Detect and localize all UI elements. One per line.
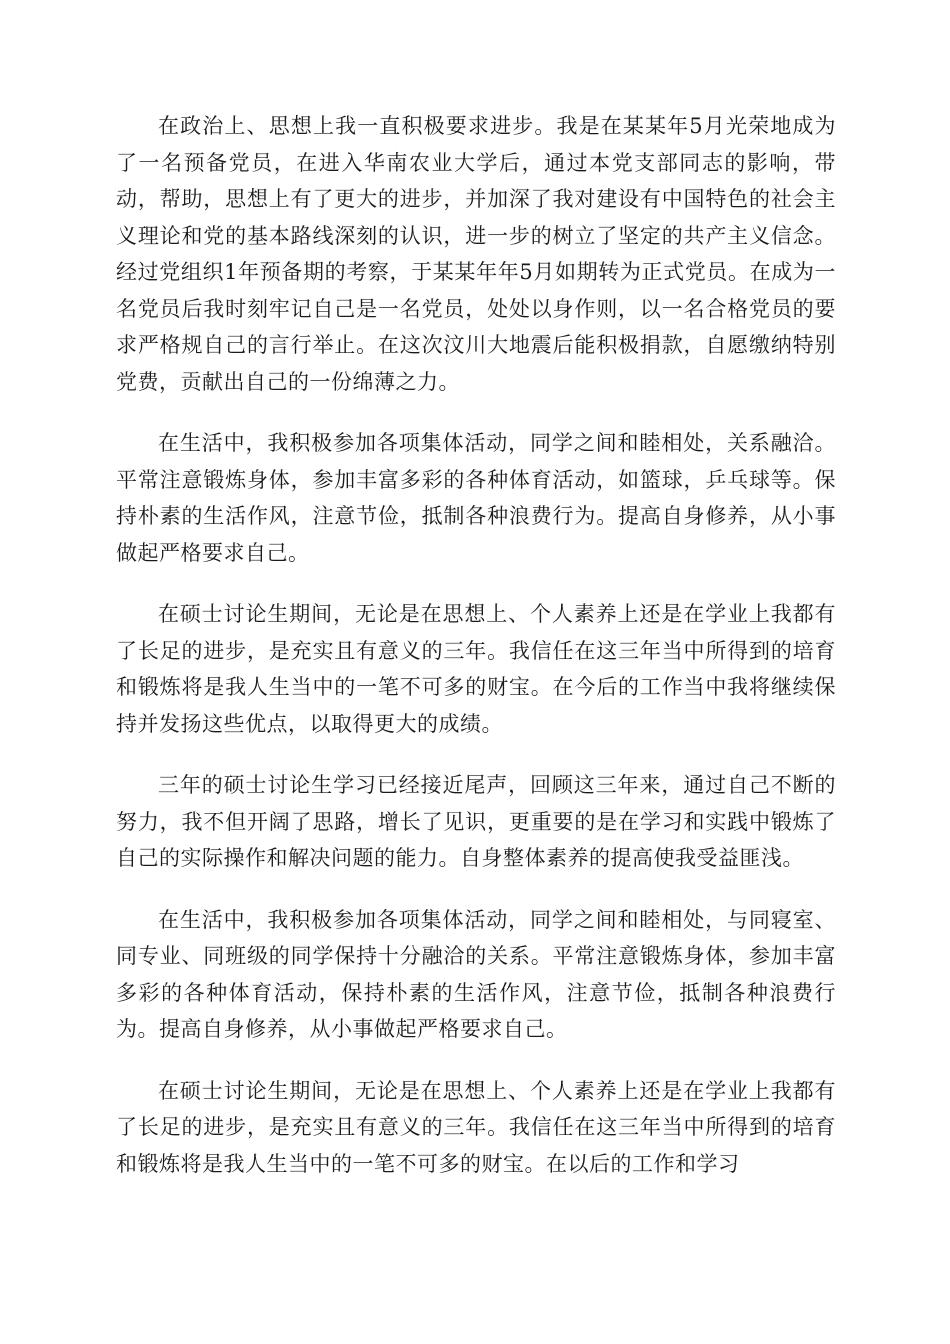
paragraph-daily-life-dorm: 在生活中，我积极参加各项集体活动，同学之间和睦相处，与同寝室、同专业、同班级的同学保持十分融洽的关系。平常注意锻炼身体，参加丰富多彩的各种体育活动，保持朴素的生活作风，注意节俭，抵制各种浪费行为。提高自身修养，从小事做起严格要求自己。 [116, 907, 836, 1041]
paragraph-daily-life: 在生活中，我积极参加各项集体活动，同学之间和睦相处，关系融洽。平常注意锻炼身体，参加丰富多彩的各种体育活动，如篮球，乒乓球等。保持朴素的生活作风，注意节俭，抵制各种浪费行为。提高自身修养，从小事做起严格要求自己。 [116, 431, 836, 565]
document-body [116, 108, 836, 1207]
paragraph-three-years-review: 三年的硕士讨论生学习已经接近尾声，回顾这三年来，通过自己不断的努力，我不但开阔了思路，增长了见识，更重要的是在学习和实践中锻炼了自己的实际操作和解决问题的能力。自身整体素养的提高使我受益匪浅。 [116, 773, 836, 870]
paragraph-masters-period-continued: 在硕士讨论生期间，无论是在思想上、个人素养上还是在学业上我都有了长足的进步，是充实且有意义的三年。我信任在这三年当中所得到的培育和锻炼将是我人生当中的一笔不可多的财宝。在以后的工作和学习 [116, 1078, 836, 1176]
paragraph-masters-period: 在硕士讨论生期间，无论是在思想上、个人素养上还是在学业上我都有了长足的进步，是充实且有意义的三年。我信任在这三年当中所得到的培育和锻炼将是我人生当中的一笔不可多的财宝。在今后的工作当中我将继续保持并发扬这些优点，以取得更大的成绩。 [116, 602, 836, 736]
paragraph-political-progress: 在政治上、思想上我一直积极要求进步。我是在某某年5月光荣地成为了一名预备党员，在进入华南农业大学后，通过本党支部同志的影响，带动，帮助，思想上有了更大的进步，并加深了我对建设有中国特色的社会主义理论和党的基本路线深刻的认识，进一步的树立了坚定的共产主义信念。经过党组织1年预备期的考察，于某某年年5月如期转为正式党员。在成为一名党员后我时刻牢记自己是一名党员，处处以身作则，以一名合格党员的要求严格规自己的言行举止。在这次汶川大地震后能积极捐款，自愿缴纳特别党费，贡献出自己的一份绵薄之力。 [116, 114, 836, 394]
